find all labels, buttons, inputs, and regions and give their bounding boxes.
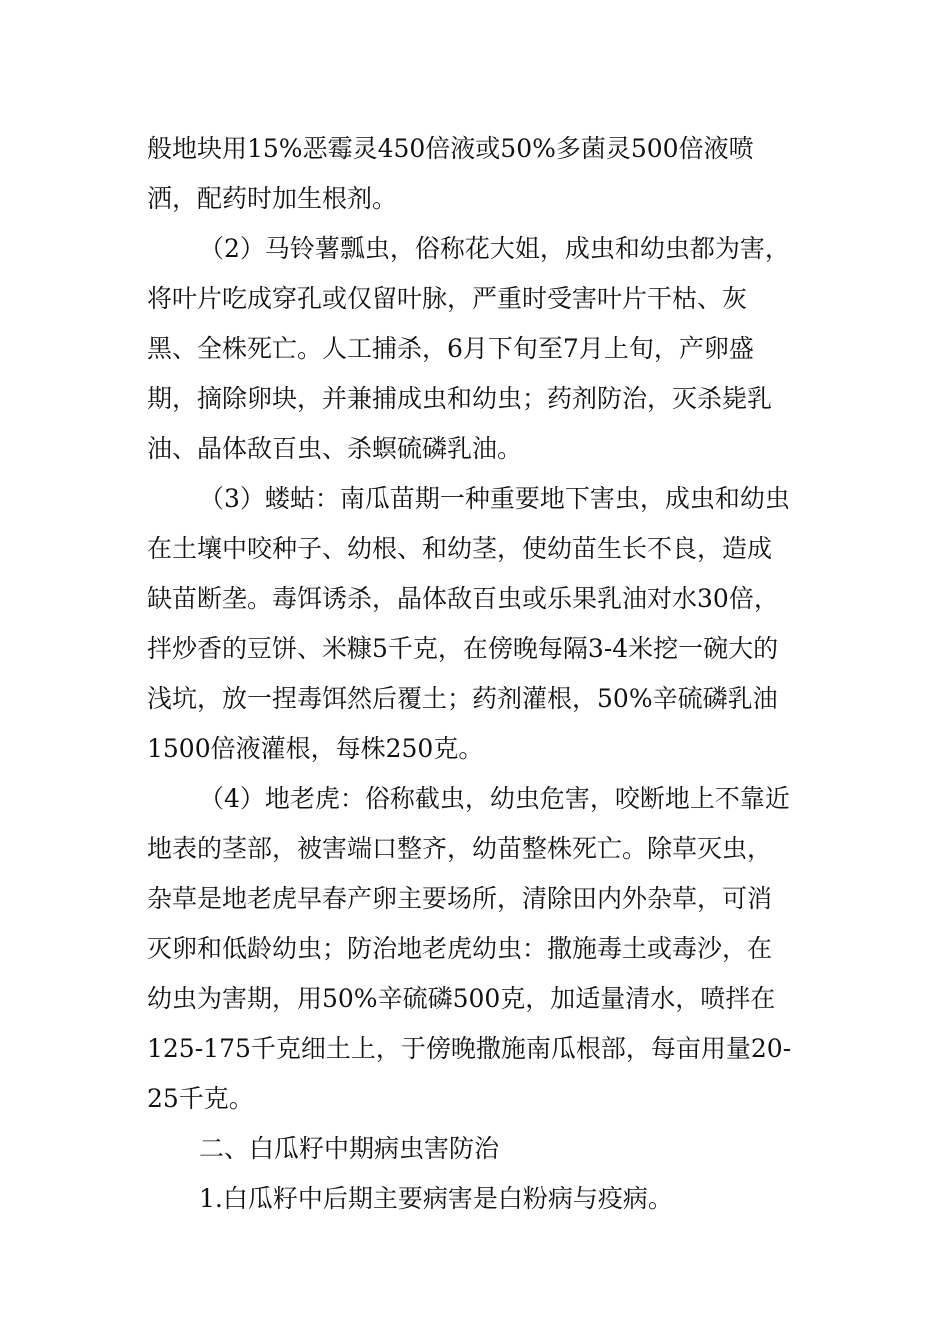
text-line: 缺苗断垄。毒饵诱杀，晶体敌百虫或乐果乳油对水30倍， [147,584,779,613]
document-body [147,124,807,1224]
text-line: 洒，配药时加生根剂。 [147,184,398,213]
text-line: 期，摘除卵块，并兼捕成虫和幼虫；药剂防治，灭杀毙乳 [147,384,773,413]
text-line: 黑、全株死亡。人工捕杀，6月下旬至7月上旬，产卵盛 [147,334,754,363]
text-line: 25千克。 [147,1084,254,1113]
text-line: 拌炒香的豆饼、米糠5千克，在傍晚每隔3-4米挖一碗大的 [147,634,779,663]
text-line: 浅坑，放一捏毒饵然后覆土；药剂灌根，50%辛硫磷乳油 [147,684,778,713]
text-line: 地表的茎部，被害端口整齐，幼苗整株死亡。除草灭虫， [147,834,773,863]
text-line: 灭卵和低龄幼虫；防治地老虎幼虫：撒施毒土或毒沙，在 [147,934,773,963]
text-line: 般地块用15%恶霉灵450倍液或50%多菌灵500倍液喷 [147,134,754,163]
text-line: 1500倍液灌根，每株250克。 [147,734,484,763]
text-line: 1.白瓜籽中后期主要病害是白粉病与疫病。 [199,1184,673,1213]
text-line: （3）蝼蛄：南瓜苗期一种重要地下害虫，成虫和幼虫 [199,484,790,513]
text-line: 125-175千克细土上，于傍晚撒施南瓜根部，每亩用量20- [147,1034,792,1063]
text-line: 将叶片吃成穿孔或仅留叶脉，严重时受害叶片干枯、灰 [147,284,748,313]
text-line: 杂草是地老虎早春产卵主要场所，清除田内外杂草，可消 [147,884,773,913]
text-line: 幼虫为害期，用50%辛硫磷500克，加适量清水，喷拌在 [147,984,776,1013]
text-line: （2）马铃薯瓢虫，俗称花大姐，成虫和幼虫都为害， [199,234,790,263]
text-line: 油、晶体敌百虫、杀螟硫磷乳油。 [147,434,523,463]
text-line: （4）地老虎：俗称截虫，幼虫危害，咬断地上不靠近 [199,784,790,813]
text-line: 二、白瓜籽中期病虫害防治 [199,1134,500,1163]
text-line: 在土壤中咬种子、幼根、和幼茎，使幼苗生长不良，造成 [147,534,773,563]
